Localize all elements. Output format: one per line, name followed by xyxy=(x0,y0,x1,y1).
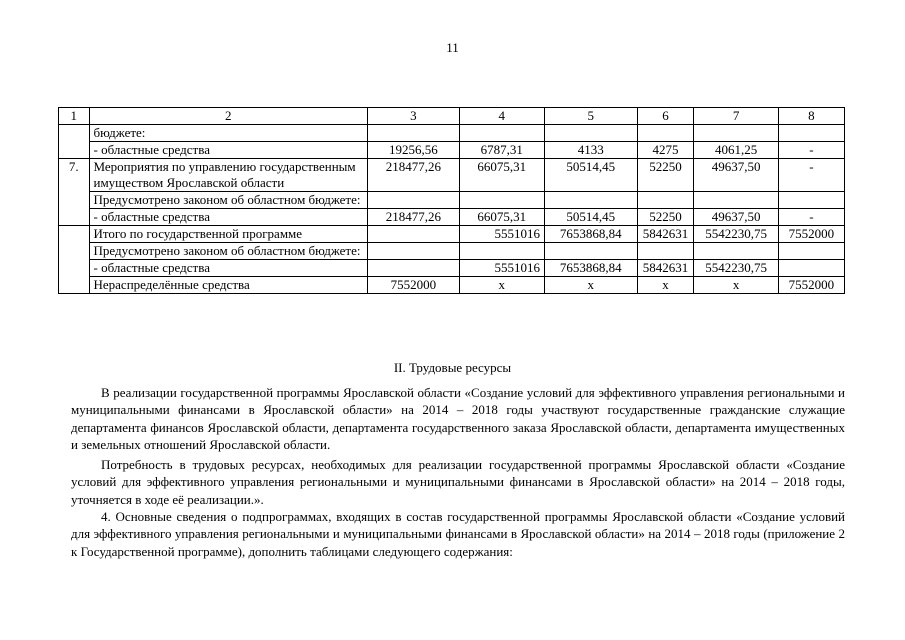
table-row xyxy=(59,159,845,192)
cell-value xyxy=(778,125,844,142)
row-number xyxy=(59,125,90,159)
table-row xyxy=(59,260,845,277)
cell-value: 218477,26 xyxy=(368,209,460,226)
cell-value xyxy=(459,243,544,260)
cell-value: 4275 xyxy=(637,142,694,159)
cell-value: 50514,45 xyxy=(545,159,638,192)
cell-value xyxy=(637,243,694,260)
section-title: II. Трудовые ресурсы xyxy=(393,360,512,375)
cell-value: 4133 xyxy=(545,142,638,159)
cell-value: 66075,31 xyxy=(459,209,544,226)
row-name: Предусмотрено законом об областном бюджете: xyxy=(89,192,368,209)
cell-value: х xyxy=(545,277,638,294)
cell-value xyxy=(778,260,844,277)
cell-value: 7653868,84 xyxy=(545,260,638,277)
cell-value xyxy=(368,243,460,260)
row-number xyxy=(59,226,90,294)
row-name: - областные средства xyxy=(89,260,368,277)
cell-value: - xyxy=(778,142,844,159)
column-header: 7 xyxy=(694,108,778,125)
cell-value xyxy=(545,192,638,209)
row-name: бюджете: xyxy=(89,125,368,142)
cell-value: 52250 xyxy=(637,159,694,192)
row-name: Нераспределённые средства xyxy=(89,277,368,294)
cell-value: 50514,45 xyxy=(545,209,638,226)
cell-value: х xyxy=(459,277,544,294)
cell-value xyxy=(694,125,778,142)
paragraph: В реализации государственной программы Ярославской области «Создание условий для эффективного управления региональными и муниципальными финансами в Ярославской области» на 2014 – 2018 годы участвуют государственные гражданские служащие департамента финансов Ярославской области, департамента государственного заказа Ярославской области, департамента имущественных и земельных отношений Ярославской области. xyxy=(71,385,845,452)
cell-value: - xyxy=(778,159,844,192)
column-header: 5 xyxy=(545,108,638,125)
column-header: 2 xyxy=(89,108,368,125)
cell-value: 52250 xyxy=(637,209,694,226)
cell-value xyxy=(545,243,638,260)
column-header: 4 xyxy=(459,108,544,125)
paragraph: 4. Основные сведения о подпрограммах, входящих в состав государственной программы Ярославской области «Создание условий для эффективного управления региональными и муниципальными финансами в Ярославской области» на 2014 – 2018 годы (приложение 2 к Государственной программе), дополнить таблицами следующего содержания: xyxy=(71,509,845,559)
cell-value: 7552000 xyxy=(368,277,460,294)
cell-value: 19256,56 xyxy=(368,142,460,159)
table-header-row xyxy=(59,108,845,125)
cell-value: 7552000 xyxy=(778,277,844,294)
table-row xyxy=(59,277,845,294)
column-header: 1 xyxy=(59,108,90,125)
row-name: Предусмотрено законом об областном бюджете: xyxy=(89,243,368,260)
cell-value xyxy=(637,125,694,142)
cell-value: 5542230,75 xyxy=(694,226,778,243)
cell-value: 7653868,84 xyxy=(545,226,638,243)
cell-value: 6787,31 xyxy=(459,142,544,159)
cell-value xyxy=(694,192,778,209)
cell-value: 5842631 xyxy=(637,226,694,243)
cell-value xyxy=(459,192,544,209)
cell-value xyxy=(778,243,844,260)
cell-value xyxy=(459,125,544,142)
table-row xyxy=(59,209,845,226)
row-number: 7. xyxy=(59,159,90,226)
cell-value xyxy=(694,243,778,260)
cell-value xyxy=(368,192,460,209)
cell-value xyxy=(637,192,694,209)
row-name: - областные средства xyxy=(89,142,368,159)
table-row xyxy=(59,226,845,243)
cell-value: - xyxy=(778,209,844,226)
column-header: 8 xyxy=(778,108,844,125)
cell-value: 5842631 xyxy=(637,260,694,277)
table-row xyxy=(59,142,845,159)
cell-value xyxy=(778,192,844,209)
row-name: - областные средства xyxy=(89,209,368,226)
cell-value xyxy=(368,226,460,243)
cell-value: 7552000 xyxy=(778,226,844,243)
cell-value: 4061,25 xyxy=(694,142,778,159)
row-name: Мероприятия по управлению государственным имуществом Ярославской области xyxy=(89,159,368,192)
row-name: Итого по государственной программе xyxy=(89,226,368,243)
cell-value: 49637,50 xyxy=(694,159,778,192)
cell-value: 66075,31 xyxy=(459,159,544,192)
cell-value: 5551016 xyxy=(459,226,544,243)
cell-value xyxy=(368,260,460,277)
table-row xyxy=(59,243,845,260)
table-row xyxy=(59,192,845,209)
table-row xyxy=(59,125,845,142)
cell-value xyxy=(368,125,460,142)
budget-table xyxy=(58,107,845,294)
column-header: 6 xyxy=(637,108,694,125)
page-number: 11 xyxy=(446,40,459,55)
paragraph: Потребность в трудовых ресурсах, необходимых для реализации государственной программы Ярославской области «Создание условий для эффективного управления региональными и муниципальными финансами в Ярославской области» на 2014 – 2018 годы, уточняется в ходе её реализации.». xyxy=(71,457,845,507)
cell-value: 5551016 xyxy=(459,260,544,277)
cell-value: х xyxy=(694,277,778,294)
cell-value: х xyxy=(637,277,694,294)
column-header: 3 xyxy=(368,108,460,125)
cell-value: 218477,26 xyxy=(368,159,460,192)
cell-value: 49637,50 xyxy=(694,209,778,226)
cell-value: 5542230,75 xyxy=(694,260,778,277)
cell-value xyxy=(545,125,638,142)
